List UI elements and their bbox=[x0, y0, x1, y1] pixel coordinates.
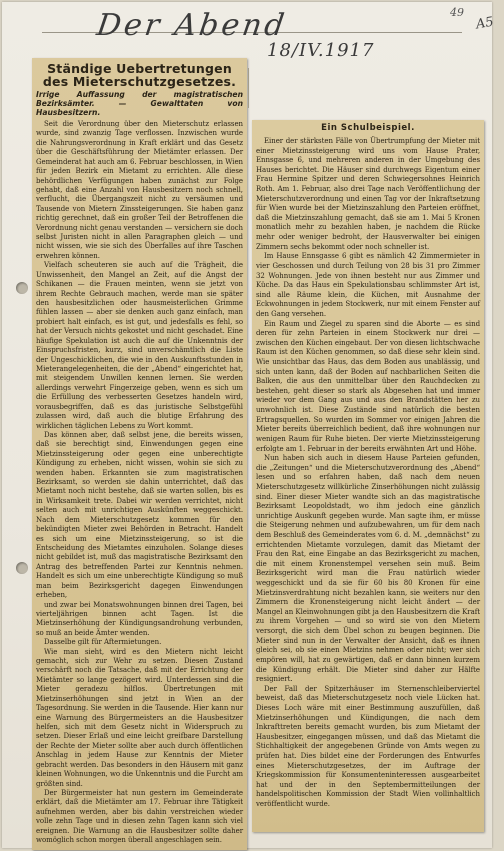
article-paragraph: Ein Raum und Ziegel zu sparen sind die Aborte — es sind deren für zehn Parteien in einem Stockwerk nur drei — zwischen den Küchen eingebaut. Der von diesen lichtschwache Raum ist den Küchen genommen, so daß diese sehr klein sind. Wie unsichtbar das Haus, das dem Boden aus unablässig, und sich unten kann, daß der Boden auf nachbarlichen Seiten die Balken, die aus den unmittelbar über den Rauchdecken zu bestehen, geht dieser so stark als Abgesehen hat und immer wieder vor dem Gang aus und aus den Brandstätten her zu unwohnlich ist. Diese Zustände sind natürlich die besten Ertragsquellen. So wurden im Sommer vor einigen Jahren die Mieter bereits überreichlich bedient, daß ihre wohnungen nur wenigen Raum für Ruhe bieten. Der vierte Mietzinssteigerung erfolgte am 1. Februar in der bereits erwähnten Art und Höhe. bbox=[256, 319, 480, 453]
article-paragraph: Vielfach scheuteren sie auch auf die Trägheit, die Unwissenheit, den Mangel an Zeit, auf die Angst der Schikanen — die Frauen meinten, wenn sie jetzt von ihrem Rechte Gebrauch machen, werde man sie später den hausbesitzlichen oder hausmeisterlichen Grimme fühlen lassen — aber sie denken auch ganz einfach, man probiert halt einfach, es ist gut, und jedesfalls es fehl, so hat der Versuch nichts gekostet und nicht geschadet. Eine häufige Spekulation ist auch die auf die Unkenntnis der Einspruchsfristen, kurz, sind unverschämtlich die Liste der Ungeschicklichen, die wie in den Auskunftsstunden in Mieterangelegenheiten, die der „Abend“ eingerichtet hat, mit steigendem Unwillen kennen lernen. Sie werden allerdings verwehrt Fingerzeige geben, wenn es sich um die Erfüllung des verbesserten Gesetzes handeln wird, vorausbegriffen, daß es das juristische Selbstgefühl zulassen wird, daß auch die blutige Erfahrung des wirklichen täglichen Lebens zu Wort kommt. bbox=[36, 261, 243, 430]
newspaper-clipping-main-article bbox=[32, 58, 247, 850]
handwritten-archive-code: A5 bbox=[474, 14, 495, 33]
margin-mark bbox=[248, 68, 249, 108]
punch-hole bbox=[16, 282, 28, 294]
handwritten-newspaper-title: Der Abend bbox=[94, 8, 290, 43]
archive-sheet bbox=[2, 2, 495, 848]
article-paragraph: Seit die Verordnung über den Mieterschutz erlassen wurde, sind zwanzig Tage verflossen. Inzwischen wurde die Nahrungsverordnung in Kraft erklärt und das Gesetz über die Geschäftsführung der Mietämter erlassen. Der Gemeinderat hat auch am 6. Februar beschlossen, in Wien für jeden Bezirk ein Mietamt zu errichten. Alle diese behördlichen Verfügungen haben zunächst zur Folge gehabt, daß eine Anzahl von Hausbesitzern noch schnell, verflucht, die Übergangszeit nicht zu versäumen und Tausende von Mietern Zinssteigerungen. Sie haben ganz richtig gerechnet, daß ein großer Teil der Betroffenen die Verordnung nicht genau verstanden — versichern sie doch selbst Juristen nicht in allen Paragraphen gleich — und nicht wissen, wie sie sich des Überfalles auf ihre Taschen erwehren können. bbox=[36, 120, 243, 260]
sidebar-article-title: Ein Schulbeispiel. bbox=[321, 123, 415, 133]
article-paragraph: Der Fall der Spitzerhäuser im Sternenschleiberviertel beweist, daß das Mieterschutzgesetz noch viele Lücken hat. Dieses Loch wäre mit einer Bestimmung auszufüllen, daß Mietzinserhöhungen und Kündigungen, die nach dem Inkrafttreten bereits gemacht wurden, bis zum Mietamt der Hausbesitzer, eingegangen müssen, und daß das Mietamt die Stichhaltigkeit der angegebenen Gründe von Amts wegen zu prüfen hat. Dies bildet eine der Forderungen des Entwurfes eines Mieterschutzgesetzes, der im Auftrage der Kriegskommission für Konsumenteninteressen ausgearbeitet hat und der in den Septembermitteilungen der handelspolitischen Kommission der Stadt Wien vollinhaltlich veröffentlicht wurde. bbox=[256, 684, 480, 809]
article-paragraph: und zwar bei Monatswohnungen binnen drei Tagen, bei vierteljährigen binnen acht Tagen. Ist die Mietzinserhöhung der Kündigungsandrohung verbunden, so muß an beide Ämter wenden. bbox=[36, 600, 243, 637]
handwritten-archive-number: 49 bbox=[450, 6, 464, 19]
article-paragraph: Einer der stärksten Fälle von Übertrumpfung der Mieter mit einer Mietzinssteigerung wird uns vom Hause Prater, Ennsgasse 6, und mehreren anderen in der Umgebung des Hauses berichtet. Die Häuser sind durchwegs Eigentum einer Frau Hermine Spitzer und deren Schwiegersohnes Heinrich Roth. Am 1. Februar, also drei Tage nach Veröffentlichung der Mieterschutzverordnung und einen Tag vor der Inkraftsetzung für Wien wurde bei der Mietzinszahlung den Parteien eröffnet, daß die Mietzinszahlung gemacht, daß sie am 1. Mai 5 Kronen monatlich mehr zu bezahlen haben, je nachdem die Rücke mehr oder weniger bedroht, der Hausverwalter bei einigen Zimmern sechs bekommt oder noch schneller ist. bbox=[256, 137, 480, 251]
article-paragraph: Im Hause Ennsgasse 6 gibt es nämlich 42 Zimmermieter in vier Geschossen und durch Teilung von 28 bis 31 pro Zimmer 32 Wohnungen. Jede von ihnen besteht nur aus Zimmer und Küche. Da das Haus ein Spekulationsbau schlimmster Art ist, sind alle Räume klein, die Küchen, mit Ausnahme der Eckwohnungen in jedem Stockwerk, nur mit einem Fenster auf den Gang versehen. bbox=[256, 252, 480, 318]
article-paragraph: Dasselbe gilt für Aftermietungen. bbox=[44, 638, 162, 647]
handwritten-date: 18/IV.1917 bbox=[267, 40, 375, 61]
newspaper-clipping-sidebar-article bbox=[252, 120, 484, 832]
article-paragraph: Der Bürgermeister hat nun gestern im Gemeinderate erklärt, daß die Mietämter am 17. Februar ihre Tätigkeit aufnehmen werden, aber bis dahin verstreichen wieder volle zehn Tage und in diesen zehn Tagen kann sich viel ereignen. Die Warnung an die Hausbesitzer sollte daher womöglich schon morgen überall angeschlagen sein. bbox=[36, 788, 243, 845]
punch-hole bbox=[16, 562, 28, 574]
article-paragraph: Nun haben sich auch in diesem Hause Parteien gefunden, die „Zeitungen“ und die Mieterschutzverordnung des „Abend“ lesen und so erfahren haben, daß nach dem neuen Mieterschutzgesetz willkürliche Zinserhöhungen nicht zulässig sind. Einer dieser Mieter wandte sich an das magistratische Bezirksamt Leopoldstadt, wo ihm jedoch eine gänzlich unrichtige Auskunft gegeben wurde. Man sagte ihm, er müsse die Steigerung nehmen und aufzubewahren, um für dem nach dem Beschluß des Gemeinderates vom 6. d. M. „demnächst“ zu errichtenden Mietamte vorzulegen, damit das Mietamt der Frau den Rat, eine Eingabe an das Bezirksgericht zu machen, die mit einem Kronenstempel versehen sein muß. Beim Bezirksgericht wird man die Frau natürlich wieder weggeschickt und da sie für 60 bis 80 Kronen für eine Mietzinsverdrahtung nicht bezahlen kann, sie weiters nur den Zimmern die Kronensteigerung nicht leicht ändert — der Mangel an Kleinwohnungen gibt ja den Hausbesitzern die Kraft zu ihrem Vorgehen — und so wird sie von den Mietern versorgt, die sich dem Übel schon zu beugen beginnen. Die Mieter sind nun in der Verwalter der Ansicht, daß es ihnen gleich sei, ob sie einen Mietzins nehmen oder nicht; wer sich empören will, hat zu gewärtigen, daß er dann binnen kurzem die Kündigung erhält. Die Mieter sind daher zur Hälfte resigniert. bbox=[256, 454, 480, 684]
article-paragraph: Das können aber, daß selbst jene, die bereits wissen, daß sie berechtigt sind, Einwendungen gegen eine Mietzinssteigerung oder gegen eine unberechtigte Kündigung zu erheben, nicht wissen, wohin sie sich zu wenden haben. Erkannten sie zum magistratischen Bezirksamt, so werden sie dahin unterrichtet, daß das Mietamt noch nicht bestehe, daß sie warten sollen, bis es in Wirksamkeit trete. Dabei wir werden verrichtet, nicht selten auch mit unrichtigen Auskünften weggeschickt. Nach dem Mieterschutzgesetz kommen für den bekündigten Mieter zwei Behörden in Betracht. Handelt es sich um eine Mietzinssteigerung, so ist die Entscheidung des Mietamtes einzuholen. Solange dieses nicht gebildet ist, muß das magistratische Bezirksamt den Antrag des betreffenden Partei zur Kenntnis nehmen. Handelt es sich um eine unberechtigte Kündigung so muß man beim Bezirksgericht dagegen Einwendungen erheben, bbox=[36, 430, 243, 600]
article-paragraph: Wie man sieht, wird es den Mietern nicht leicht gemacht, sich zur Wehr zu setzen. Diesen Zustand verschärft noch die Tatsache, daß mit der Errichtung der Mietämter so lange gezögert wird. Unterdessen sind die Mieter geradezu hilflos. Übertretungen mit Mietzinserhöhungen sind jetzt in Wien an der Tagesordnung. Sie werden in die Tausende. Hier kann nur eine Warnung des Bürgermeisters an die Hausbesitzer helfen, sich mit dem Gesetz nicht in Widerspruch zu setzen. Dieser Erlaß und eine leicht greifbare Darstellung der Rechte der Mieter sollte aber auch durch öffentlichen Anschlag in jedem Hause zur Kenntnis der Mieter gebracht werden. Das besonders in den Häusern mit ganz kleinen Wohnungen, wo die Unkenntnis und die Furcht am größten sind. bbox=[36, 647, 243, 788]
article-subhead: Irrige Auffassung der magistratischen Bezirksämter. — Gewalttaten von Hausbesitzern. bbox=[36, 90, 243, 117]
article-headline: Ständige Uebertretungen des Mieterschutzgesetzes. bbox=[42, 61, 237, 89]
